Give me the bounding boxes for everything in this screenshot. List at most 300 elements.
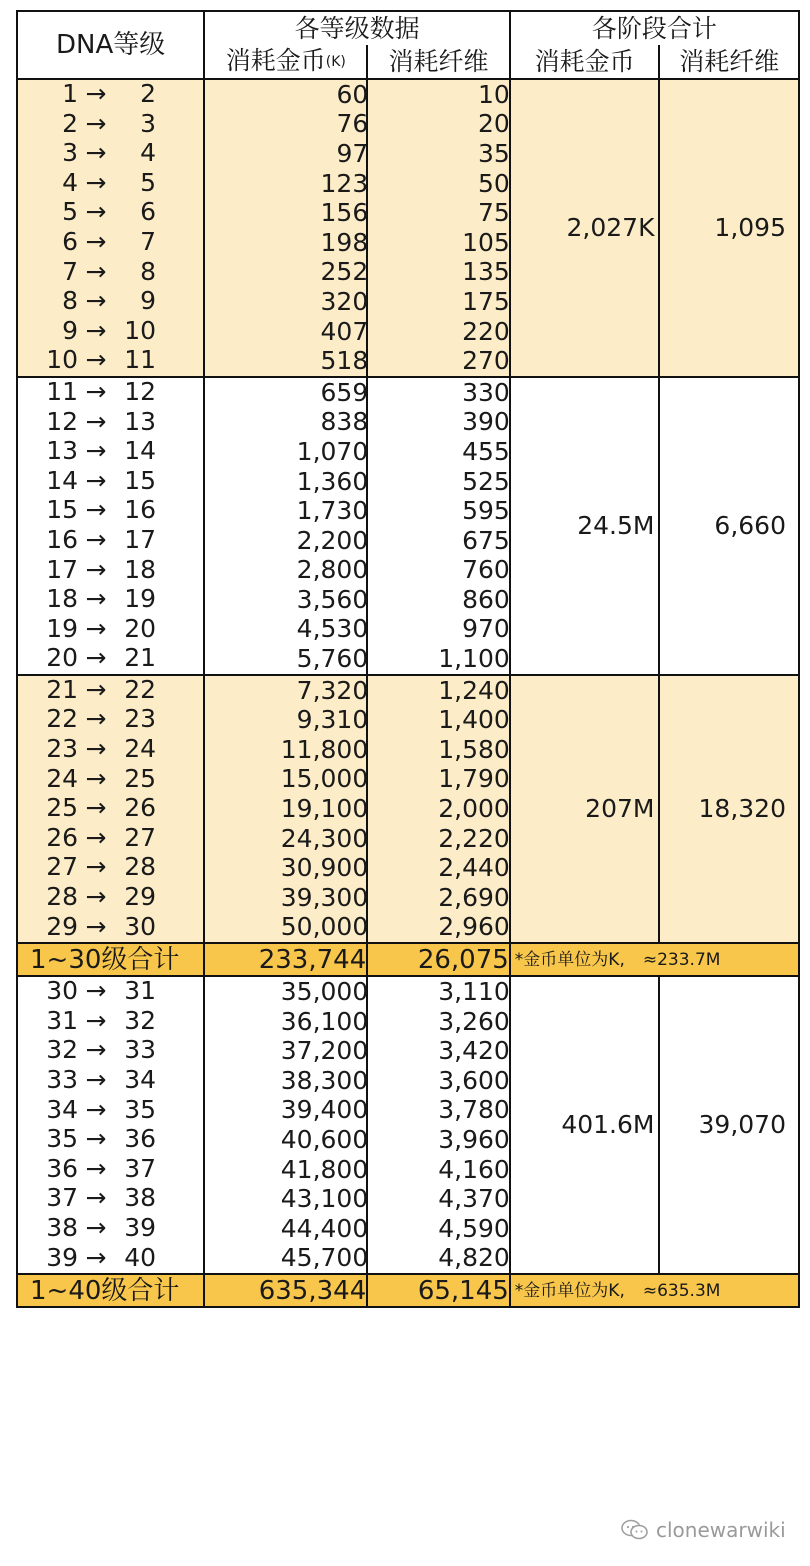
total-row-40 [17,1274,799,1307]
level-from: 24 [46,763,78,793]
fiber-value: 135 [462,257,510,287]
level-to: 24 [124,734,156,764]
level-cell [17,467,204,497]
coin-cell [204,1036,367,1066]
level-to: 20 [124,613,156,643]
arrow-icon: → [85,674,107,704]
coin-value: 43,100 [280,1184,369,1214]
fiber-cell [367,1125,510,1155]
coin-cell [204,258,367,288]
fiber-value: 20 [477,109,510,139]
coin-value: 39,300 [280,882,369,912]
fiber-cell [367,765,510,795]
fiber-value: 3,110 [438,977,510,1007]
fiber-cell [367,556,510,586]
arrow-icon: → [85,763,107,793]
arrow-icon: → [85,286,107,316]
arrow-icon: → [85,822,107,852]
level-cell [17,377,204,408]
header-level: DNA等级 [17,11,204,79]
level-cell [17,496,204,526]
level-to: 30 [124,911,156,941]
fiber-value: 970 [462,614,510,644]
coin-cell [204,765,367,795]
level-from: 25 [46,793,78,823]
fiber-value: 35 [477,138,510,168]
level-from: 23 [46,734,78,764]
level-to: 38 [124,1183,156,1213]
level-from: 39 [46,1242,78,1272]
level-to: 5 [140,167,156,197]
fiber-value: 1,240 [438,675,510,705]
level-to: 23 [124,704,156,734]
coin-cell [204,377,367,408]
level-from: 21 [46,674,78,704]
fiber-cell [367,228,510,258]
level-cell [17,1066,204,1096]
stage-fiber-total: 18,320 [659,675,799,943]
level-from: 6 [62,226,78,256]
coin-cell [204,913,367,944]
arrow-icon: → [85,976,107,1006]
table-row [17,377,799,408]
fiber-cell [367,526,510,556]
level-from: 30 [46,976,78,1006]
fiber-cell [367,408,510,438]
fiber-cell [367,437,510,467]
level-from: 3 [62,138,78,168]
level-from: 31 [46,1005,78,1035]
coin-cell [204,735,367,765]
fiber-cell [367,883,510,913]
wechat-icon [620,1519,650,1541]
arrow-icon: → [85,315,107,345]
level-from: 35 [46,1124,78,1154]
approx-value: ≈233.7M [642,949,721,970]
fiber-cell [367,169,510,199]
level-to: 27 [124,822,156,852]
fiber-cell [367,1155,510,1185]
coin-value: 50,000 [280,912,369,942]
coin-cell [204,1155,367,1185]
level-to: 9 [140,286,156,316]
fiber-value: 1,100 [438,644,510,674]
fiber-value: 75 [477,198,510,228]
coin-cell [204,585,367,615]
fiber-value: 10 [477,79,510,109]
arrow-icon: → [85,852,107,882]
level-cell [17,765,204,795]
total-label: 1~30级合计 [17,943,204,976]
arrow-icon: → [85,524,107,554]
fiber-cell [367,1244,510,1275]
coin-value: 39,400 [280,1095,369,1125]
level-cell [17,110,204,140]
coin-cell [204,198,367,228]
fiber-cell [367,585,510,615]
watermark [620,1518,786,1542]
level-cell [17,1036,204,1066]
table-row [17,79,799,110]
coin-cell [204,496,367,526]
coin-value: 2,800 [296,555,369,585]
coin-value: 156 [320,198,369,228]
level-from: 38 [46,1212,78,1242]
stage-fiber-total: 39,070 [659,976,799,1274]
fiber-cell [367,258,510,288]
level-from: 36 [46,1153,78,1183]
header-fiber: 消耗纤维 [367,45,510,79]
fiber-cell [367,794,510,824]
coin-cell [204,705,367,735]
level-to: 35 [124,1094,156,1124]
level-from: 16 [46,524,78,554]
coin-value: 518 [320,346,369,376]
arrow-icon: → [85,167,107,197]
coin-value: 38,300 [280,1065,369,1095]
fiber-value: 2,690 [438,882,510,912]
level-cell [17,1096,204,1126]
level-from: 34 [46,1094,78,1124]
fiber-value: 330 [462,377,510,407]
coin-cell [204,976,367,1007]
arrow-icon: → [85,911,107,941]
coin-value: 11,800 [280,734,369,764]
arrow-icon: → [85,793,107,823]
level-to: 25 [124,763,156,793]
coin-value: 60 [336,79,369,109]
coin-value: 4,530 [296,614,369,644]
level-cell [17,1007,204,1037]
watermark-text: clonewarwiki [656,1518,786,1542]
fiber-value: 455 [462,436,510,466]
coin-cell [204,883,367,913]
level-to: 40 [124,1242,156,1272]
coin-value: 1,730 [296,496,369,526]
coin-value: 838 [320,407,369,437]
fiber-cell [367,615,510,645]
fiber-cell [367,346,510,377]
coin-cell [204,794,367,824]
level-from: 12 [46,406,78,436]
level-from: 26 [46,822,78,852]
total-fiber: 65,145 [367,1274,510,1307]
fiber-value: 2,440 [438,853,510,883]
level-from: 9 [62,315,78,345]
arrow-icon: → [85,108,107,138]
coin-value: 2,200 [296,525,369,555]
arrow-icon: → [85,406,107,436]
level-from: 37 [46,1183,78,1213]
fiber-value: 220 [462,316,510,346]
fiber-value: 1,580 [438,734,510,764]
level-from: 11 [46,376,78,406]
level-to: 34 [124,1065,156,1094]
table-row [17,675,799,706]
coin-value: 407 [320,316,369,346]
level-from: 18 [46,584,78,614]
level-to: 31 [124,976,156,1006]
level-from: 8 [62,286,78,316]
level-from: 32 [46,1035,78,1065]
fiber-cell [367,317,510,347]
level-cell [17,675,204,706]
coin-cell [204,287,367,317]
level-cell [17,913,204,944]
level-to: 37 [124,1153,156,1183]
level-from: 17 [46,554,78,584]
level-from: 13 [46,436,78,466]
coin-value: 123 [320,168,369,198]
fiber-value: 2,000 [438,794,510,824]
arrow-icon: → [85,1212,107,1242]
coin-value: 7,320 [296,675,369,705]
level-cell [17,79,204,110]
level-cell [17,317,204,347]
arrow-icon: → [85,1153,107,1183]
level-cell [17,1125,204,1155]
fiber-value: 760 [462,555,510,585]
level-from: 5 [62,197,78,227]
coin-value: 40,600 [280,1124,369,1154]
level-from: 15 [46,495,78,525]
coin-cell [204,169,367,199]
coin-cell [204,467,367,497]
arrow-icon: → [85,465,107,495]
arrow-icon: → [85,1035,107,1065]
fiber-cell [367,198,510,228]
fiber-cell [367,467,510,497]
arrow-icon: → [85,734,107,764]
level-from: 27 [46,852,78,882]
coin-value: 37,200 [280,1036,369,1066]
stage-fiber-total: 1,095 [659,79,799,377]
coin-value: 15,000 [280,764,369,794]
total-label: 1~40级合计 [17,1274,204,1307]
arrow-icon: → [85,197,107,227]
level-to: 18 [124,554,156,584]
fiber-value: 3,420 [438,1036,510,1066]
fiber-value: 3,260 [438,1006,510,1036]
coin-value: 659 [320,377,369,407]
arrow-icon: → [85,584,107,614]
fiber-cell [367,705,510,735]
coin-cell [204,139,367,169]
coin-value: 44,400 [280,1213,369,1243]
arrow-icon: → [85,613,107,643]
level-to: 29 [124,882,156,912]
arrow-icon: → [85,256,107,286]
level-to: 15 [124,465,156,495]
arrow-icon: → [85,704,107,734]
arrow-icon: → [85,226,107,256]
level-to: 19 [124,584,156,614]
coin-cell [204,79,367,110]
level-cell [17,1214,204,1244]
fiber-cell [367,976,510,1007]
coin-cell [204,1007,367,1037]
level-cell [17,615,204,645]
level-to: 12 [124,376,156,406]
total-row-30 [17,943,799,976]
level-cell [17,735,204,765]
coin-cell [204,1066,367,1096]
level-from: 1 [62,79,78,108]
level-to: 11 [124,345,156,375]
coin-cell [204,437,367,467]
arrow-icon: → [85,1005,107,1035]
fiber-value: 1,400 [438,705,510,735]
fiber-value: 390 [462,407,510,437]
fiber-cell [367,139,510,169]
arrow-icon: → [85,1065,107,1094]
fiber-cell [367,1066,510,1096]
fiber-value: 2,960 [438,912,510,942]
coin-cell [204,526,367,556]
total-note [510,1274,799,1307]
level-cell [17,853,204,883]
level-cell [17,346,204,377]
coin-value: 97 [336,138,369,168]
fiber-value: 270 [462,346,510,376]
level-cell [17,437,204,467]
level-from: 14 [46,465,78,495]
fiber-cell [367,1096,510,1126]
header-per-level: 各等级数据 [204,11,509,45]
level-to: 7 [140,226,156,256]
coin-cell [204,346,367,377]
level-from: 22 [46,704,78,734]
level-from: 19 [46,613,78,643]
fiber-cell [367,853,510,883]
level-to: 36 [124,1124,156,1154]
coin-value: 41,800 [280,1154,369,1184]
arrow-icon: → [85,1183,107,1213]
unit-note: *金币单位为K, [514,1280,625,1301]
fiber-value: 4,160 [438,1154,510,1184]
table-row [17,976,799,1007]
level-from: 28 [46,882,78,912]
arrow-icon: → [85,436,107,466]
coin-value: 5,760 [296,644,369,674]
coin-value: 198 [320,227,369,257]
level-cell [17,258,204,288]
level-to: 14 [124,436,156,466]
level-cell [17,585,204,615]
fiber-cell [367,377,510,408]
header-coin: 消耗金币(K) [204,45,367,79]
fiber-value: 3,960 [438,1124,510,1154]
level-to: 32 [124,1005,156,1035]
fiber-cell [367,79,510,110]
coin-cell [204,1125,367,1155]
fiber-value: 105 [462,227,510,257]
arrow-icon: → [85,1242,107,1272]
coin-value: 36,100 [280,1006,369,1036]
coin-value: 24,300 [280,823,369,853]
total-coin: 233,744 [204,943,367,976]
stage-coin-total: 24.5M [510,377,660,675]
arrow-icon: → [85,554,107,584]
level-to: 33 [124,1035,156,1065]
fiber-cell [367,913,510,944]
level-from: 33 [46,1065,78,1094]
fiber-value: 595 [462,496,510,526]
level-from: 20 [46,643,78,673]
dna-upgrade-table [16,10,800,1308]
fiber-value: 525 [462,466,510,496]
arrow-icon: → [85,79,107,108]
level-cell [17,526,204,556]
fiber-value: 4,820 [438,1243,510,1273]
level-cell [17,556,204,586]
level-cell [17,976,204,1007]
coin-cell [204,228,367,258]
coin-value: 19,100 [280,794,369,824]
fiber-value: 175 [462,286,510,316]
coin-cell [204,675,367,706]
level-to: 4 [140,138,156,168]
fiber-cell [367,735,510,765]
coin-cell [204,408,367,438]
level-cell [17,169,204,199]
fiber-value: 2,220 [438,823,510,853]
coin-value: 252 [320,257,369,287]
coin-value: 35,000 [280,977,369,1007]
fiber-cell [367,675,510,706]
level-cell [17,228,204,258]
coin-cell [204,824,367,854]
header-stage-coin: 消耗金币 [510,45,660,79]
arrow-icon: → [85,495,107,525]
coin-value: 9,310 [296,705,369,735]
coin-cell [204,615,367,645]
level-to: 8 [140,256,156,286]
level-to: 6 [140,197,156,227]
total-note [510,943,799,976]
level-from: 29 [46,911,78,941]
fiber-value: 50 [477,168,510,198]
coin-value: 45,700 [280,1243,369,1273]
arrow-icon: → [85,1094,107,1124]
arrow-icon: → [85,376,107,406]
coin-cell [204,1096,367,1126]
level-from: 10 [46,345,78,375]
level-cell [17,705,204,735]
level-cell [17,644,204,675]
fiber-value: 1,790 [438,764,510,794]
coin-value: 320 [320,286,369,316]
unit-note: *金币单位为K, [514,949,625,970]
coin-value: 30,900 [280,853,369,883]
fiber-cell [367,496,510,526]
coin-cell [204,1184,367,1214]
level-cell [17,883,204,913]
coin-cell [204,556,367,586]
header-stage-fiber: 消耗纤维 [659,45,799,79]
level-to: 2 [140,79,156,108]
fiber-cell [367,1184,510,1214]
level-from: 4 [62,167,78,197]
level-from: 7 [62,256,78,286]
level-cell [17,794,204,824]
fiber-cell [367,110,510,140]
coin-cell [204,644,367,675]
level-cell [17,1184,204,1214]
arrow-icon: → [85,1124,107,1154]
coin-cell [204,853,367,883]
level-cell [17,198,204,228]
